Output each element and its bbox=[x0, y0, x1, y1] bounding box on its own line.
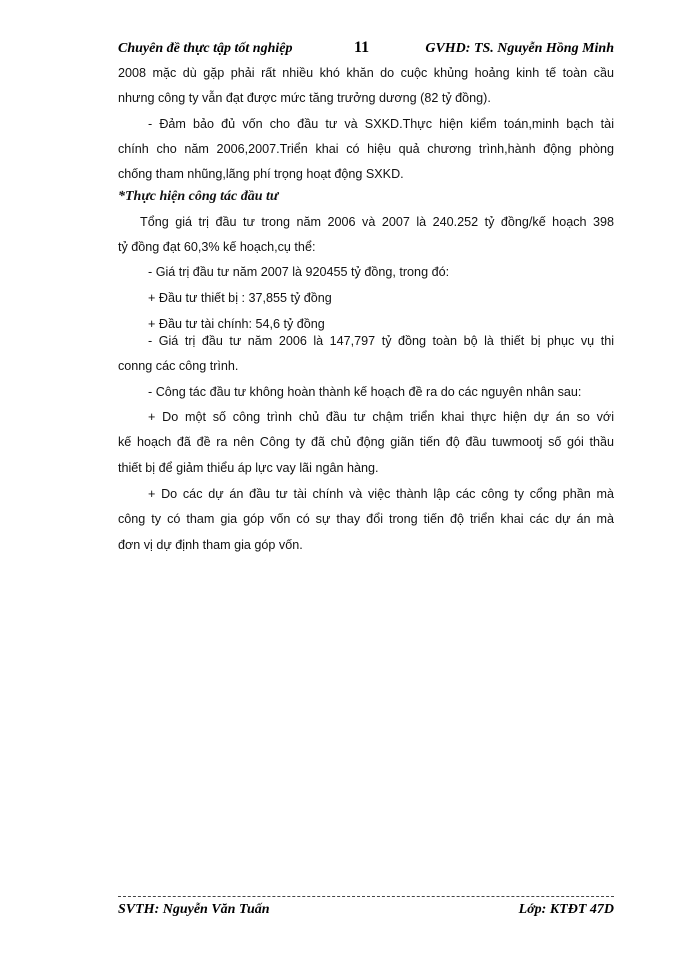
body-line: - Giá trị đầu tư năm 2006 là 147,797 tỷ đồng toàn bộ là thiết bị phục vụ thi bbox=[148, 334, 614, 348]
footer-class: Lớp: KTĐT 47D bbox=[518, 902, 614, 917]
body-line: chống tham nhũng,lãng phí trọng hoạt động SXKD. bbox=[118, 167, 404, 181]
body-line: + Do các dự án đầu tư tài chính và việc thành lập các công ty cổng phần mà bbox=[148, 487, 614, 501]
body-line: nhưng công ty vẫn đạt được mức tăng trưởng dương (82 tỷ đồng). bbox=[118, 91, 491, 105]
body-line: - Giá trị đầu tư năm 2007 là 920455 tỷ đồng, trong đó: bbox=[148, 265, 450, 279]
body-line: thiết bị để giảm thiểu áp lực vay lãi ngân hàng. bbox=[118, 461, 379, 475]
header-thesis-title: Chuyên đề thực tập tốt nghiệp bbox=[118, 41, 293, 56]
body-line: - Công tác đầu tư không hoàn thành kế hoạch đề ra do các nguyên nhân sau: bbox=[148, 385, 582, 399]
body-line: conng các công trình. bbox=[118, 359, 239, 373]
section-heading: *Thực hiện công tác đầu tư bbox=[118, 189, 279, 204]
body-line: + Đầu tư thiết bị : 37,855 tỷ đồng bbox=[148, 291, 332, 305]
page-footer bbox=[118, 902, 614, 922]
body-line: chính cho năm 2006,2007.Triển khai có hiệu quả chương trình,hành động phòng bbox=[118, 142, 614, 156]
page-header bbox=[118, 41, 614, 63]
body-line: công ty có tham gia góp vốn có sự thay đổi trong tiến độ triển khai các dự án mà bbox=[118, 512, 614, 526]
header-advisor: GVHD: TS. Nguyễn Hồng Minh bbox=[425, 41, 614, 56]
body-line: kế hoạch đã đề ra nên Công ty đã chủ động giãn tiến độ đầu tuwmootj số gói thầu bbox=[118, 435, 614, 449]
body-line: Tổng giá trị đầu tư trong năm 2006 và 2007 là 240.252 tỷ đồng/kế hoạch 398 bbox=[140, 215, 614, 229]
footer-divider bbox=[118, 896, 614, 897]
body-line: + Do một số công trình chủ đầu tư chậm triển khai thực hiện dự án so với bbox=[148, 410, 614, 424]
body-line: - Đảm bảo đủ vốn cho đầu tư và SXKD.Thực hiện kiểm toán,minh bạch tài bbox=[148, 117, 614, 131]
body-line: + Đầu tư tài chính: 54,6 tỷ đồng bbox=[148, 317, 325, 331]
body-line: 2008 mặc dù gặp phải rất nhiều khó khăn do cuộc khủng hoảng kinh tế toàn cầu bbox=[118, 66, 614, 80]
body-line: đơn vị dự định tham gia góp vốn. bbox=[118, 538, 303, 552]
body-line: tỷ đồng đạt 60,3% kế hoạch,cụ thể: bbox=[118, 240, 316, 254]
footer-student: SVTH: Nguyễn Văn Tuấn bbox=[118, 902, 270, 917]
page-number: 11 bbox=[354, 39, 370, 56]
